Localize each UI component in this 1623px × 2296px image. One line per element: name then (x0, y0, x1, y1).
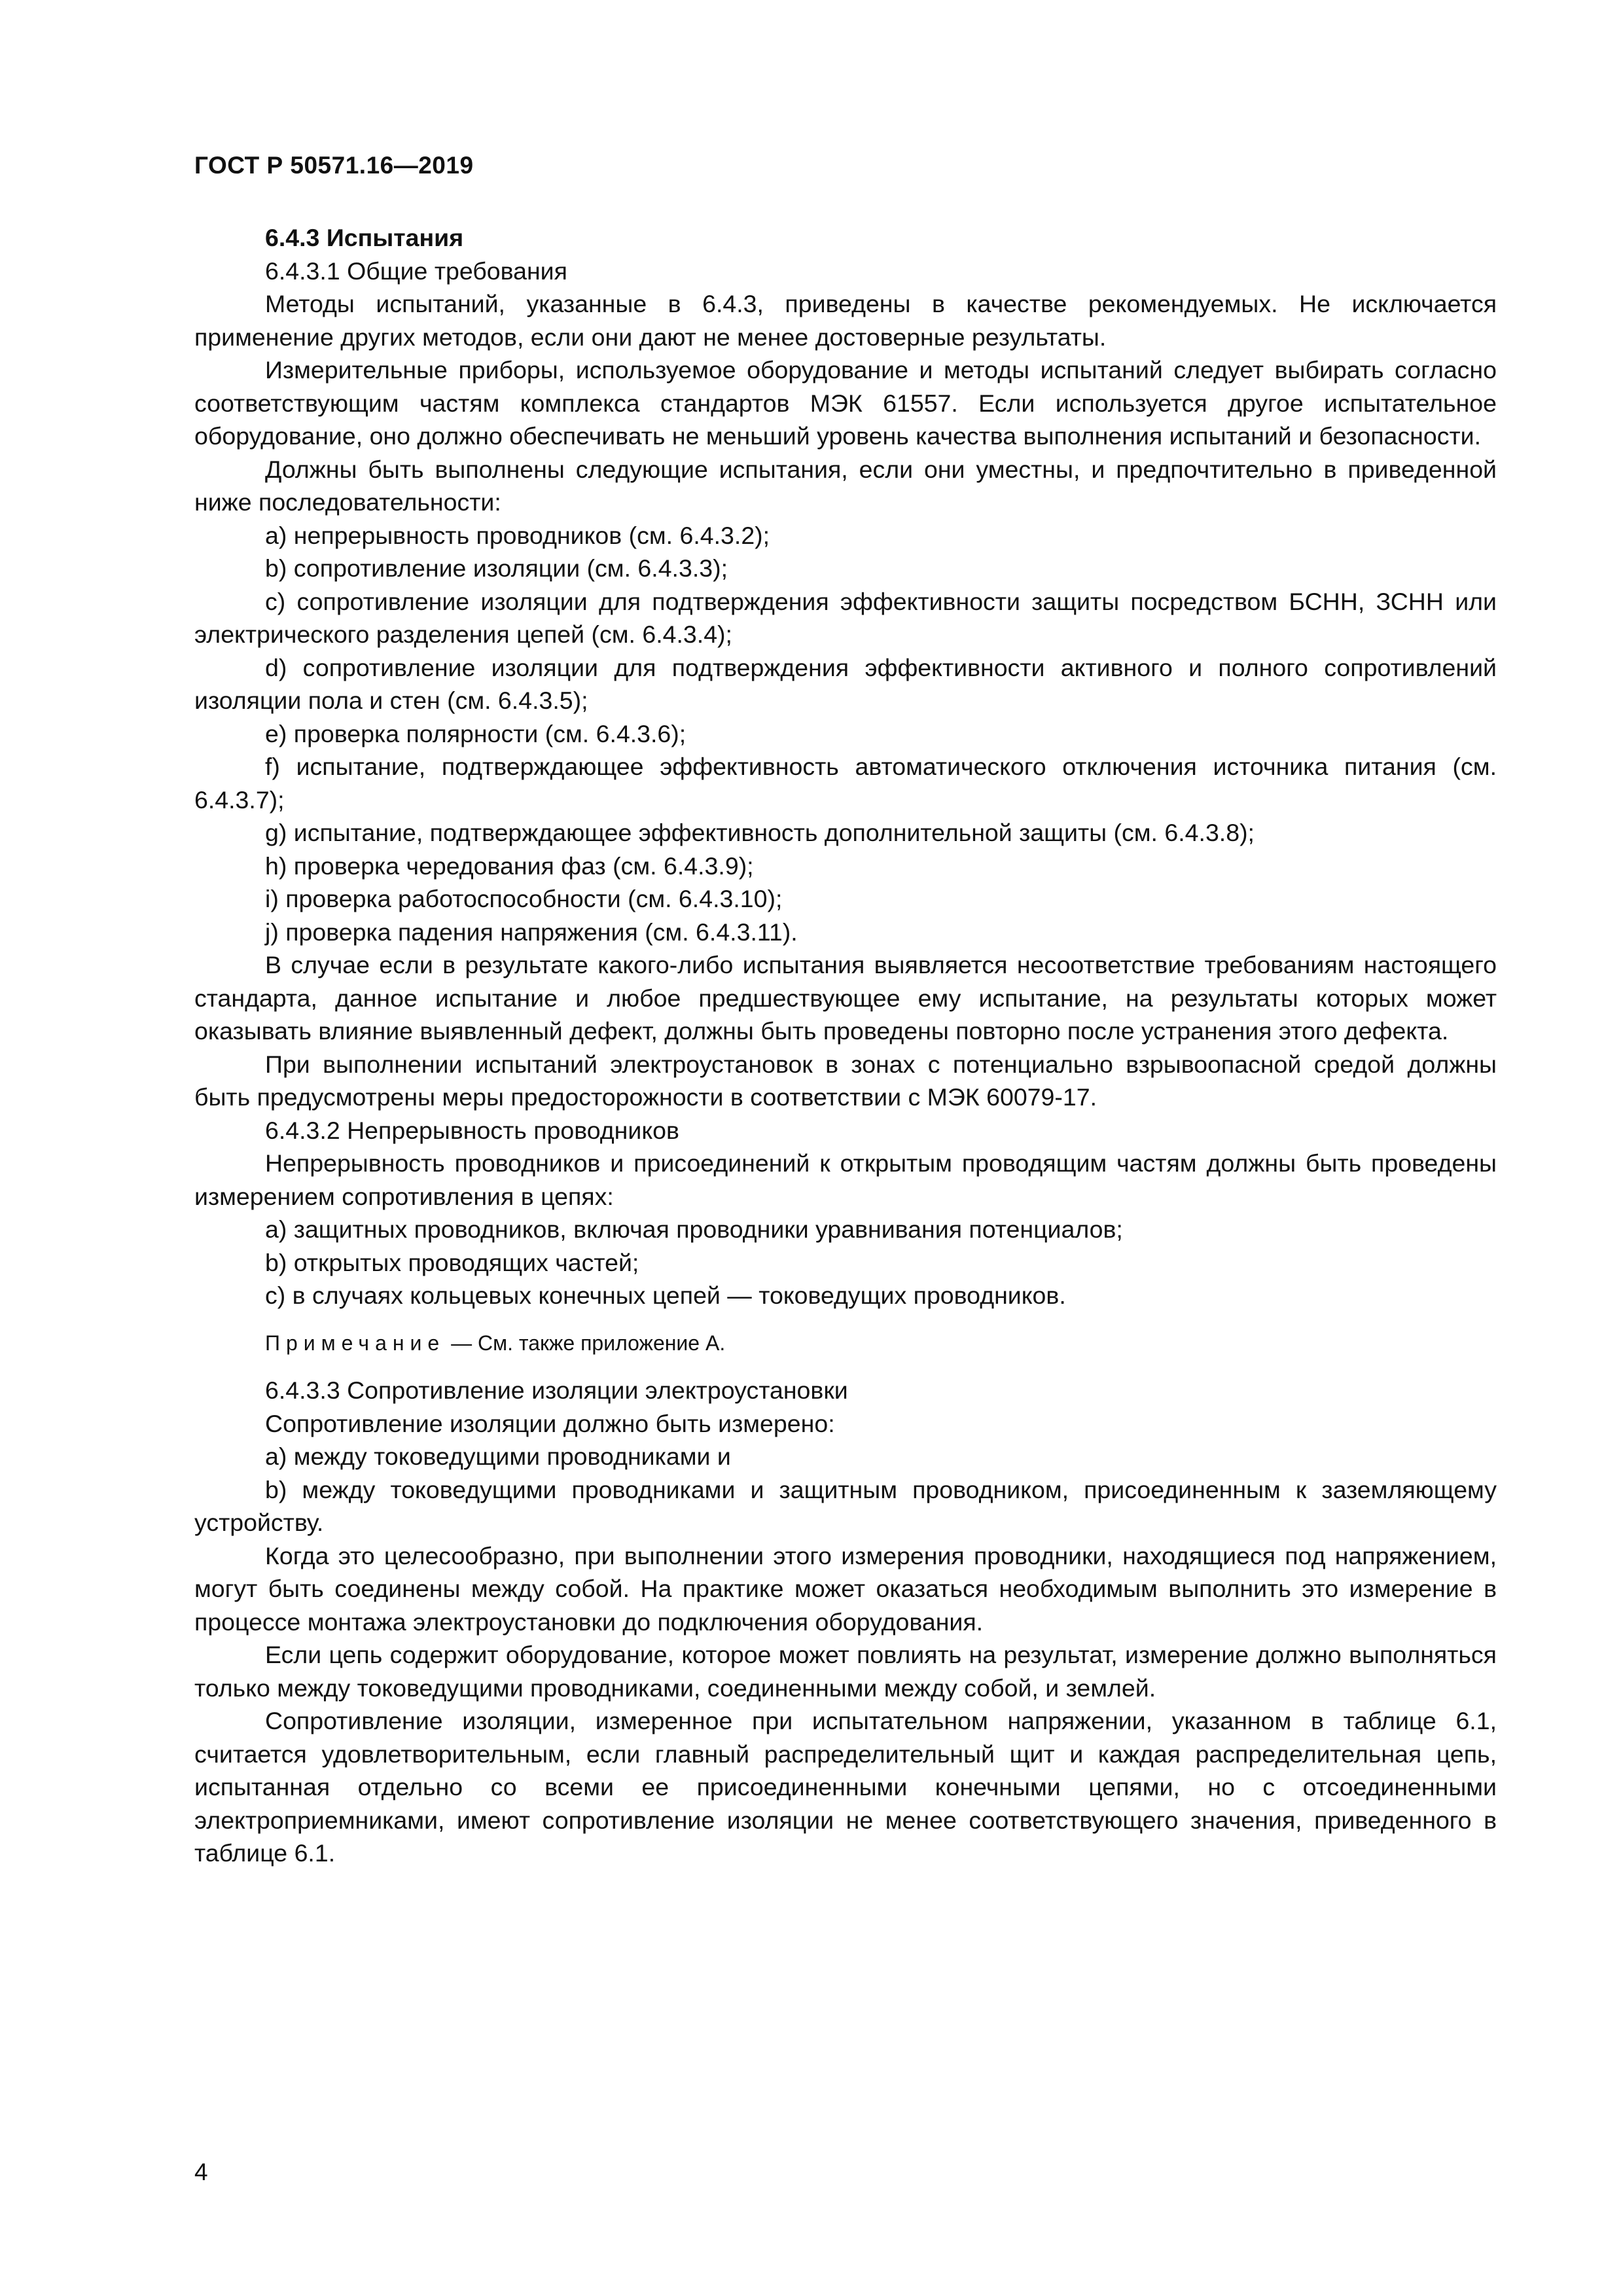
section-heading: 6.4.3 Испытания (265, 224, 464, 251)
list-item: c) сопротивление изоляции для подтверждения эффективности защиты посредством БСНН, ЗСНН или электрического разделения цепей (см. 6.4.3.4); (194, 587, 1497, 648)
list-item: b) между токоведущими проводниками и защитным проводником, присоединенным к заземляющему устройству. (194, 1475, 1497, 1536)
list-item: a) защитных проводников, включая проводники уравнивания потенциалов; (265, 1215, 1123, 1243)
list-item: e) проверка полярности (см. 6.4.3.6); (265, 719, 687, 747)
list-item: d) сопротивление изоляции для подтверждения эффективности активного и полного сопротивлений изоляции пола и стен (см. 6.4.3.5); (194, 653, 1497, 714)
subsection-heading: 6.4.3.3 Сопротивление изоляции электроустановки (265, 1376, 848, 1404)
paragraph: Должны быть выполнены следующие испытания, если они уместны, и предпочтительно в приведенной ниже последовательности: (194, 455, 1497, 516)
list-item: i) проверка работоспособности (см. 6.4.3.10); (265, 885, 783, 912)
list-item: c) в случаях кольцевых конечных цепей — токоведущих проводников. (265, 1282, 1066, 1309)
list-item: h) проверка чередования фаз (см. 6.4.3.9); (265, 852, 754, 880)
note-text: — См. также приложение А. (445, 1331, 726, 1355)
paragraph: Непрерывность проводников и присоединений к открытым проводящим частям должны быть проведены измерением сопротивления в цепях: (194, 1149, 1497, 1210)
paragraph: Сопротивление изоляции, измеренное при испытательном напряжении, указанном в таблице 6.1, считается удовлетворительным, если главный распределительный щит и каждая распределительная цепь, испытанная отдельно со всеми ее присоединенными конечными цепями, но с отсоединенными электроприемниками, имеют сопротивление изоляции не менее соответствующего значения, приведенного в таблице 6.1. (194, 1707, 1497, 1867)
list-item: b) сопротивление изоляции (см. 6.4.3.3); (265, 554, 728, 582)
list-item: j) проверка падения напряжения (см. 6.4.3.11). (265, 918, 798, 946)
paragraph: Если цепь содержит оборудование, которое может повлиять на результат, измерение должно выполняться только между токоведущими проводниками, соединенными между собой, и землей. (194, 1641, 1497, 1702)
list-item: b) открытых проводящих частей; (265, 1248, 639, 1276)
list-item: g) испытание, подтверждающее эффективность дополнительной защиты (см. 6.4.3.8); (265, 819, 1255, 846)
paragraph: Сопротивление изоляции должно быть измерено: (265, 1409, 835, 1437)
subsection-heading: 6.4.3.2 Непрерывность проводников (265, 1116, 679, 1144)
list-item: a) между токоведущими проводниками и (265, 1443, 731, 1470)
document-header: ГОСТ Р 50571.16—2019 (194, 152, 474, 179)
page-number: 4 (194, 2159, 208, 2185)
note (194, 1327, 1497, 1360)
list-item: a) непрерывность проводников (см. 6.4.3.2); (265, 521, 770, 549)
list-item: f) испытание, подтверждающее эффективность автоматического отключения источника питания (см. 6.4.3.7); (194, 753, 1497, 814)
document-body (194, 221, 1497, 1870)
note-label: Примечание (265, 1331, 446, 1355)
paragraph: Измерительные приборы, используемое оборудование и методы испытаний следует выбирать согласно соответствующим частям комплекса стандартов МЭК 61557. Если используется другое испытательное оборудование, оно должно обеспечивать не меньший уровень качества выполнения испытаний и безопасности. (194, 356, 1497, 450)
paragraph: Когда это целесообразно, при выполнении этого измерения проводники, находящиеся под напряжением, могут быть соединены между собой. На практике может оказаться необходимым выполнить это измерение в процессе монтажа электроустановки до подключения оборудования. (194, 1541, 1497, 1636)
paragraph: В случае если в результате какого-либо испытания выявляется несоответствие требованиям настоящего стандарта, данное испытание и любое предшествующее ему испытание, на результаты которых может оказывать влияние выявленный дефект, должны быть проведены повторно после устранения этого дефекта. (194, 951, 1497, 1045)
paragraph: При выполнении испытаний электроустановок в зонах с потенциально взрывоопасной средой должны быть предусмотрены меры предосторожности в соответствии с МЭК 60079-17. (194, 1050, 1497, 1111)
subsection-heading: 6.4.3.1 Общие требования (265, 257, 567, 285)
paragraph: Методы испытаний, указанные в 6.4.3, приведены в качестве рекомендуемых. Не исключается применение других методов, если они дают не менее достоверные результаты. (194, 290, 1497, 351)
